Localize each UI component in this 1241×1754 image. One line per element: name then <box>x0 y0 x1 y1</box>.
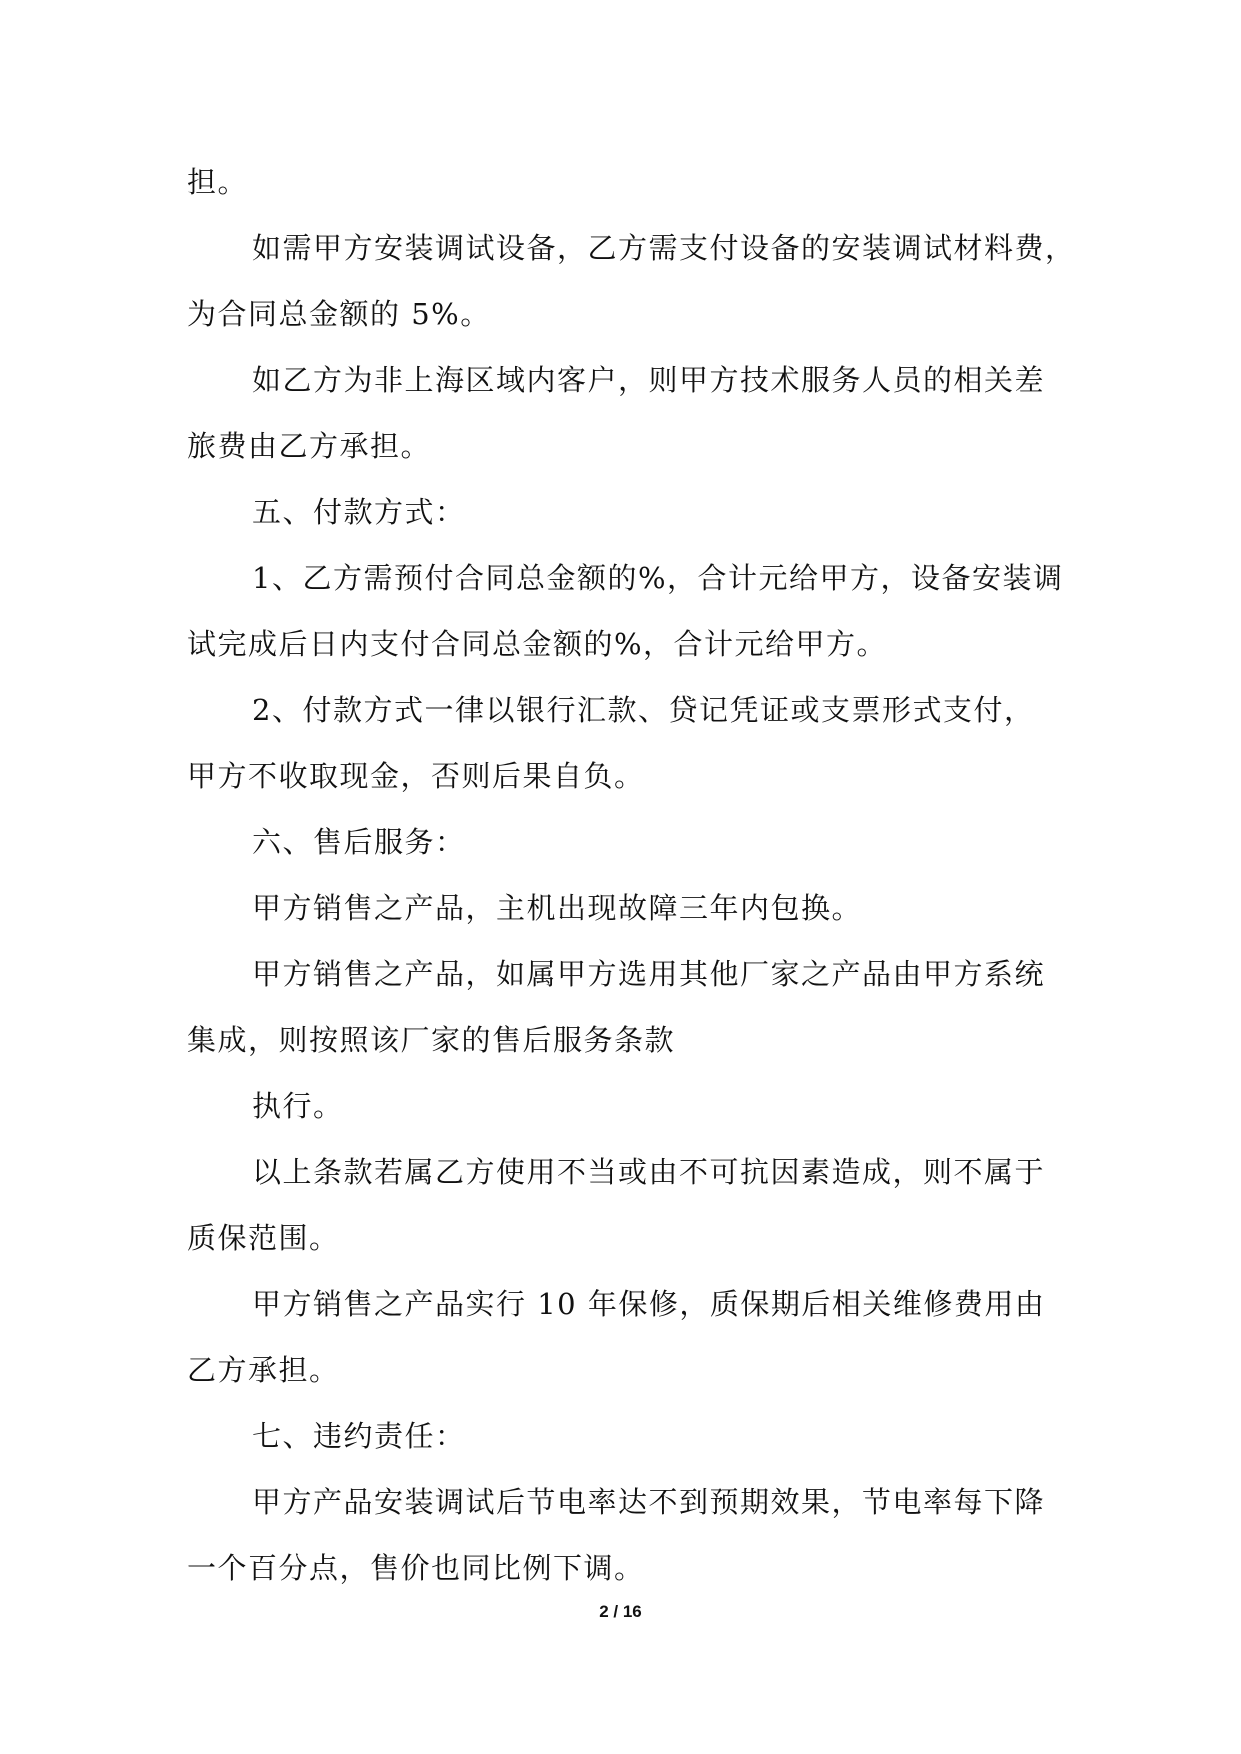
text-line: 以上条款若属乙方使用不当或由不可抗因素造成，则不属于 <box>252 1155 1046 1189</box>
text-line: 甲方销售之产品，如属甲方选用其他厂家之产品由甲方系统 <box>252 957 1046 991</box>
text-line: 乙方承担。 <box>187 1353 340 1387</box>
text-line: 集成，则按照该厂家的售后服务条款 <box>187 1023 676 1057</box>
text-line: 甲方产品安装调试后节电率达不到预期效果，节电率每下降 <box>252 1485 1046 1519</box>
text-line: 甲方不收取现金，否则后果自负。 <box>187 759 645 793</box>
section-heading: 五、付款方式： <box>252 495 466 529</box>
text-line: 质保范围。 <box>187 1221 340 1255</box>
text-line: 执行。 <box>252 1089 344 1123</box>
text-line: 如需甲方安装调试设备，乙方需支付设备的安装调试材料费， <box>252 231 1076 265</box>
section-heading: 六、售后服务： <box>252 825 466 859</box>
text-line: 试完成后日内支付合同总金额的%，合计元给甲方。 <box>187 627 888 661</box>
text-line: 旅费由乙方承担。 <box>187 429 432 463</box>
text-line: 担。 <box>187 165 249 199</box>
page-number: 2 / 16 <box>599 1602 642 1621</box>
text-line: 2、付款方式一律以银行汇款、贷记凭证或支票形式支付， <box>252 693 1035 727</box>
text-line: 如乙方为非上海区域内客户，则甲方技术服务人员的相关差 <box>252 363 1046 397</box>
text-line: 为合同总金额的 5%。 <box>187 297 491 331</box>
text-line: 1、乙方需预付合同总金额的%，合计元给甲方，设备安装调 <box>252 561 1064 595</box>
text-line: 甲方销售之产品，主机出现故障三年内包换。 <box>252 891 863 925</box>
text-line: 甲方销售之产品实行 10 年保修，质保期后相关维修费用由 <box>252 1287 1046 1321</box>
section-heading: 七、违约责任： <box>252 1419 466 1453</box>
text-line: 一个百分点，售价也同比例下调。 <box>187 1551 645 1585</box>
